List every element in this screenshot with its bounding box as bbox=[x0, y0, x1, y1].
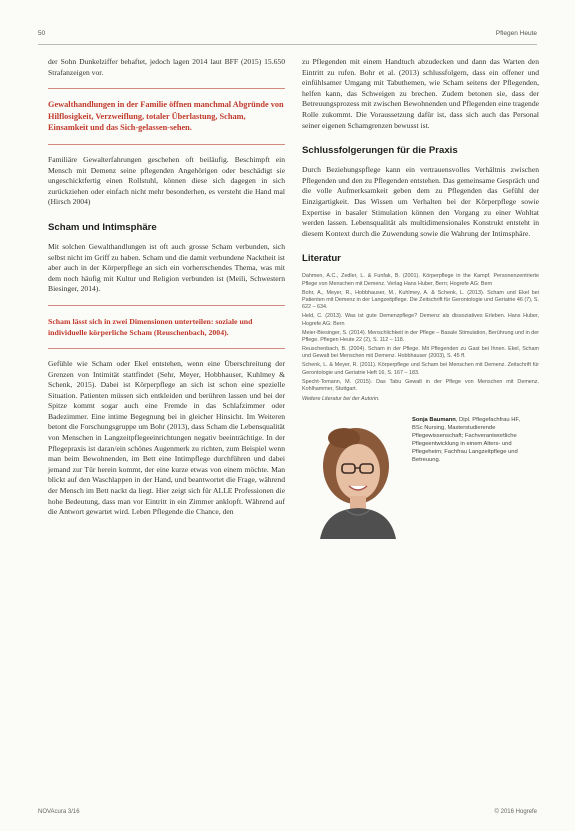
reference-item: Held, C. (2013). Was ist gute Demenzpflege? Demenz als dissoziatives Erleben. Hans Huber, Hogrefe AG: Bern bbox=[302, 313, 539, 327]
author-name: Sonja Baumann bbox=[412, 416, 456, 423]
right-column bbox=[302, 57, 539, 554]
paragraph-ekel: Gefühle wie Scham oder Ekel entstehen, wenn eine Überschreitung der Grenzen von Intimität stattfindet (Sehr, Meyer, Hobbhauser, Kuhlmey & Schenk, 2015). Dabei ist Körperpflege an sich ist schon eine spezielle Situation. Patienten müssen sich entkleiden und berühren lassen und bei der Spitze kommt sogar auch eine Fremde in das Schlafzimmer oder Badezimmer. Eine intime Begegnung bei in gleicher Hinsicht. Im Weiteren betont die Forschungsgruppe um Bohr (2013), dass Scham die Lebensqualität von Menschen in Langzeitpflegeeinrichtungen negativ beeinträchtige. In der Pflegepraxis ist daran/ein schönes Augenmerk zu richten, zum Beispiel wenn man beim Bewohnenden, im Bett eine Intimpflege durchführen und dabei jemand zur Tür herein kommt, der eine kurze etwas von einem möchte. Man blickt auf den Waschlappen in der Hand, und beantwortet die Frage, während der Mensch im Bett nackt da liegt. Hier zeigt sich für ALLE Professionen die hohe Bedeutung, dass man vor Eintritt in ein Zimmer anklopft. Während auf die Antwort gewartet wird. Leben Pflegende die Chance, den bbox=[48, 358, 285, 517]
heading-literatur: Literatur bbox=[302, 253, 341, 265]
paragraph-gewalt: Familiäre Gewalterfahrungen geschehen oft beiläufig. Beschimpft ein Mensch mit Demenz seine pflegenden Angehörigen oder beschädigt sie ungeschicktfertig einen Rollstuhl, können diese sich dagegen in sich zurückziehen oder einfach nicht mehr besonderhen, es versteht die Hand mal (Hirsch 2004) bbox=[48, 154, 285, 207]
author-box bbox=[302, 414, 539, 554]
reference-item: Schenk, L. & Meyer, R. (2011). Körperpflege und Scham bei Menschen mit Demenz. Zeitschrift für Gerontologie und Geriatrie Heft 16, S. 167 – 183. bbox=[302, 362, 539, 376]
pull-quote-gewalt: Gewalthandlungen in der Familie öffnen manchmal Abgründe von Hilflosigkeit, Verzweiflung, totaler Überlastung, Scham, Einsamkeit und das Sich-gelassen-sehen. bbox=[48, 88, 285, 145]
pull-quote-scham: Scham lässt sich in zwei Dimensionen unterteilen: soziale und individuelle körperliche Scham (Reuschenbach, 2004). bbox=[48, 305, 285, 349]
page-number: 50 bbox=[38, 30, 46, 37]
reference-list bbox=[302, 273, 539, 404]
running-title: Pflegen Heute bbox=[495, 30, 537, 37]
left-column bbox=[48, 57, 285, 518]
author-bio bbox=[412, 416, 532, 464]
footer-journal: NOVAcura 3/16 bbox=[38, 809, 80, 815]
reference-item: Reuschenbach, B. (2004). Scham in der Pflege. Mit Pflegenden zu Gast bei Ihnen. Ekel, Scham und Gewalt bei Menschen mit Demenz. Hobbhauser (2003), S. 45 ff. bbox=[302, 345, 539, 360]
reference-item: Dahmen, A.C., Zedler, L. & Funfak, B. (2001). Körperpflege in the Kampf. Personenzentrierte Pflege von Menschen mit Demenz. Verlag Hans Huber, Bern; Hogrefe AG: Bern bbox=[302, 273, 539, 287]
reference-item: Bohr, A., Meyer, R., Hobbhauser, M., Kuhlmey, A. & Schenk, L. (2013). Scham und Ekel bei Patienten mit Demenz in der Langzeitpflege. Die Zeitschrift für Gerontologie und Geriatrie 46 (7), S. 622 – 634. bbox=[302, 289, 540, 311]
paragraph-continuation: zu Pflegenden mit einem Handtuch abzudecken und dann das Warten den Eintritt zu rufen. Bohr et al. (2013) schlussfolgern, dass ein offener und einfühlsamer Umgang mit Tabuthemen, wie Scham seitens der Pflegenden, helfen kann, das Schweigen zu brechen. Zudem betonen sie, dass der Betreuungsprozess mit zwischen Bewohnenden und Pflegenden eine tragende Rolle zukommt. Die Voraussetzung dafür ist, dass sich auch das Personal seiner eigenen Schamgrenzen bewusst ist. bbox=[302, 57, 539, 130]
page-header bbox=[38, 30, 537, 42]
paragraph-praxis: Durch Beziehungspflege kann ein vertrauensvolles Verhältnis zwischen Pflegenden und den zu Pflegenden entstehen. Das gemeinsame Gespräch und die volle Aufmerksamkeit geben dem zu Pflegenden das Gefühl der Einzigartigkeit. Das Wissen um Verhalten bei der Körperpflege sowie Expertise in basaler Stimulation können den Vorgang zu einer Wohltat werden lassen. Lebensqualität als multidimensionales Konstrukt entsteht in diesem Kontext durch die Zuwendung sowie die Wahrung der Intimsphäre. bbox=[302, 165, 539, 238]
footer-publisher: © 2016 Hogrefe bbox=[494, 809, 537, 815]
heading-schlussfolgerungen: Schlussfolgerungen für die Praxis bbox=[302, 145, 458, 157]
author-photo bbox=[306, 414, 402, 539]
intro-paragraph: der Sohn Dunkelziffer behaftet, jedoch lagen 2014 laut BFF (2015) 15.650 Strafanzeigen vor. bbox=[48, 57, 285, 77]
reference-item: Specht-Tomann, M. (2015). Das Tabu Gewalt in der Pflege von Menschen mit Demenz. Kohlhammer, Stuttgart. bbox=[302, 378, 539, 392]
reference-note: Weitere Literatur bei der Autorin. bbox=[302, 396, 380, 403]
author-description: , Dipl. Pflegefachfrau HF, BSc Nursing, Masterstudierende Pflegewissenschaft; Fachverantwortliche Pflegeentwicklung in einem Alters- und Pflegeheim; Fachfrau Langzeitpflege und Betreuung. bbox=[412, 416, 520, 463]
author-portrait-image bbox=[306, 414, 402, 539]
heading-scham: Scham und Intimsphäre bbox=[48, 221, 157, 233]
paragraph-scham: Mit solchen Gewalthandlungen ist oft auch grosse Scham verbunden, sich selbst nicht im Griff zu haben. Scham und die damit verbundene Nacktheit ist aber auch in der Körperpflege an sich ein vorherrschendes Thema, was mit dem noch häufig mit Kultur und Religion verbunden ist (Meili, Schwestern Biesinger, 2014). bbox=[48, 241, 285, 294]
page-footer bbox=[38, 809, 537, 819]
header-divider bbox=[38, 44, 537, 45]
reference-item: Meier-Biesinger, S. (2014). Menschlichkeit in der Pflege – Basale Stimulation, Berührung und in der Pflege. Pflegen Heute 22 (2), S. 112 – 118. bbox=[302, 329, 540, 344]
